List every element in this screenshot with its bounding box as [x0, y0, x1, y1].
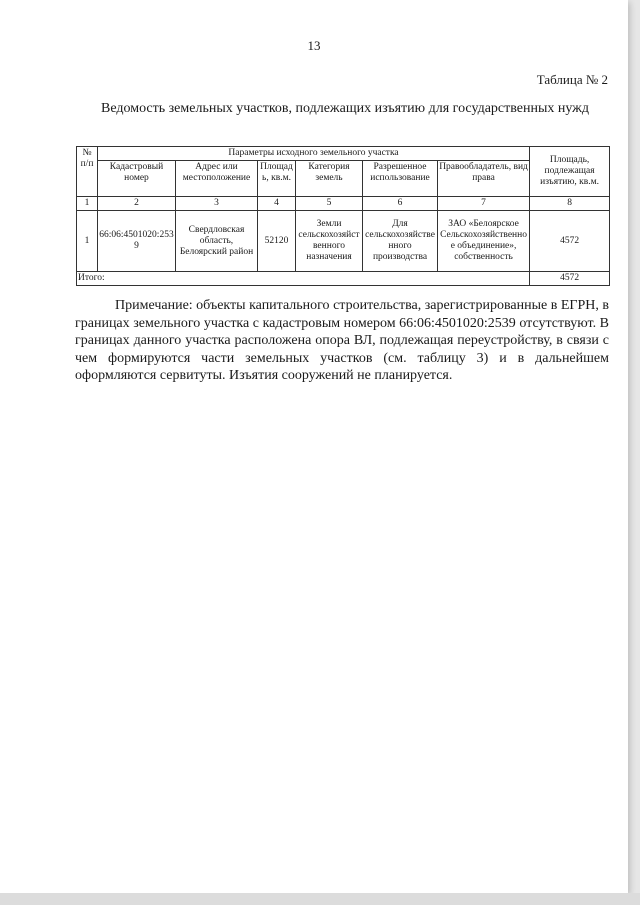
cell-permitted-use: Для сельскохозяйственного производства	[363, 211, 438, 272]
cell-land-category: Земли сельскохозяйственного назначения	[296, 211, 363, 272]
cell-area: 52120	[258, 211, 296, 272]
cell-seizure-area: 4572	[530, 211, 610, 272]
cell-row-number: 1	[77, 211, 98, 272]
header-row-number: № п/п	[77, 147, 98, 197]
header-area: Площадь, кв.м.	[258, 161, 296, 197]
column-number: 3	[176, 197, 258, 211]
header-params-group: Параметры исходного земельного участка	[98, 147, 530, 161]
header-cadastral-number: Кадастровый номер	[98, 161, 176, 197]
header-address: Адрес или местоположение	[176, 161, 258, 197]
table-caption: Таблица № 2	[536, 72, 608, 87]
total-label: Итого:	[77, 272, 530, 286]
column-number: 1	[77, 197, 98, 211]
note-paragraph: Примечание: объекты капитального строительства, зарегистрированные в ЕГРН, в границах земельного участка с кадастровым номером 66:06:4501020:2539 отсутствуют. В границах данного участка расположена опора ВЛ, подлежащая переустройству, в связи с чем формируются части земельных участков (см. таблицу 3) и в дальнейшем оформляются сервитуты. Изъятия сооружений не планируется.	[75, 298, 609, 383]
column-number: 4	[258, 197, 296, 211]
column-number: 8	[530, 197, 610, 211]
header-seizure-area: Площадь, подлежащая изъятию, кв.м.	[530, 147, 610, 197]
document-title: Ведомость земельных участков, подлежащих изъятию для государственных нужд	[101, 101, 589, 116]
cell-address: Свердловская область, Белоярский район	[176, 211, 258, 272]
page-background-strip	[0, 893, 640, 905]
cell-cadastral-number: 66:06:4501020:2539	[98, 211, 176, 272]
header-land-category: Категория земель	[296, 161, 363, 197]
cell-owner: ЗАО «Белоярское Сельскохозяйственное объединение», собственность	[438, 211, 530, 272]
table-row	[77, 211, 610, 272]
page-number: 13	[307, 38, 321, 53]
column-number: 7	[438, 197, 530, 211]
land-plots-table	[76, 146, 610, 286]
column-number: 2	[98, 197, 176, 211]
total-value: 4572	[530, 272, 610, 286]
header-permitted-use: Разрешенное использование	[363, 161, 438, 197]
header-owner: Правообладатель, вид права	[438, 161, 530, 197]
column-number: 6	[363, 197, 438, 211]
total-row	[77, 272, 610, 286]
column-number: 5	[296, 197, 363, 211]
